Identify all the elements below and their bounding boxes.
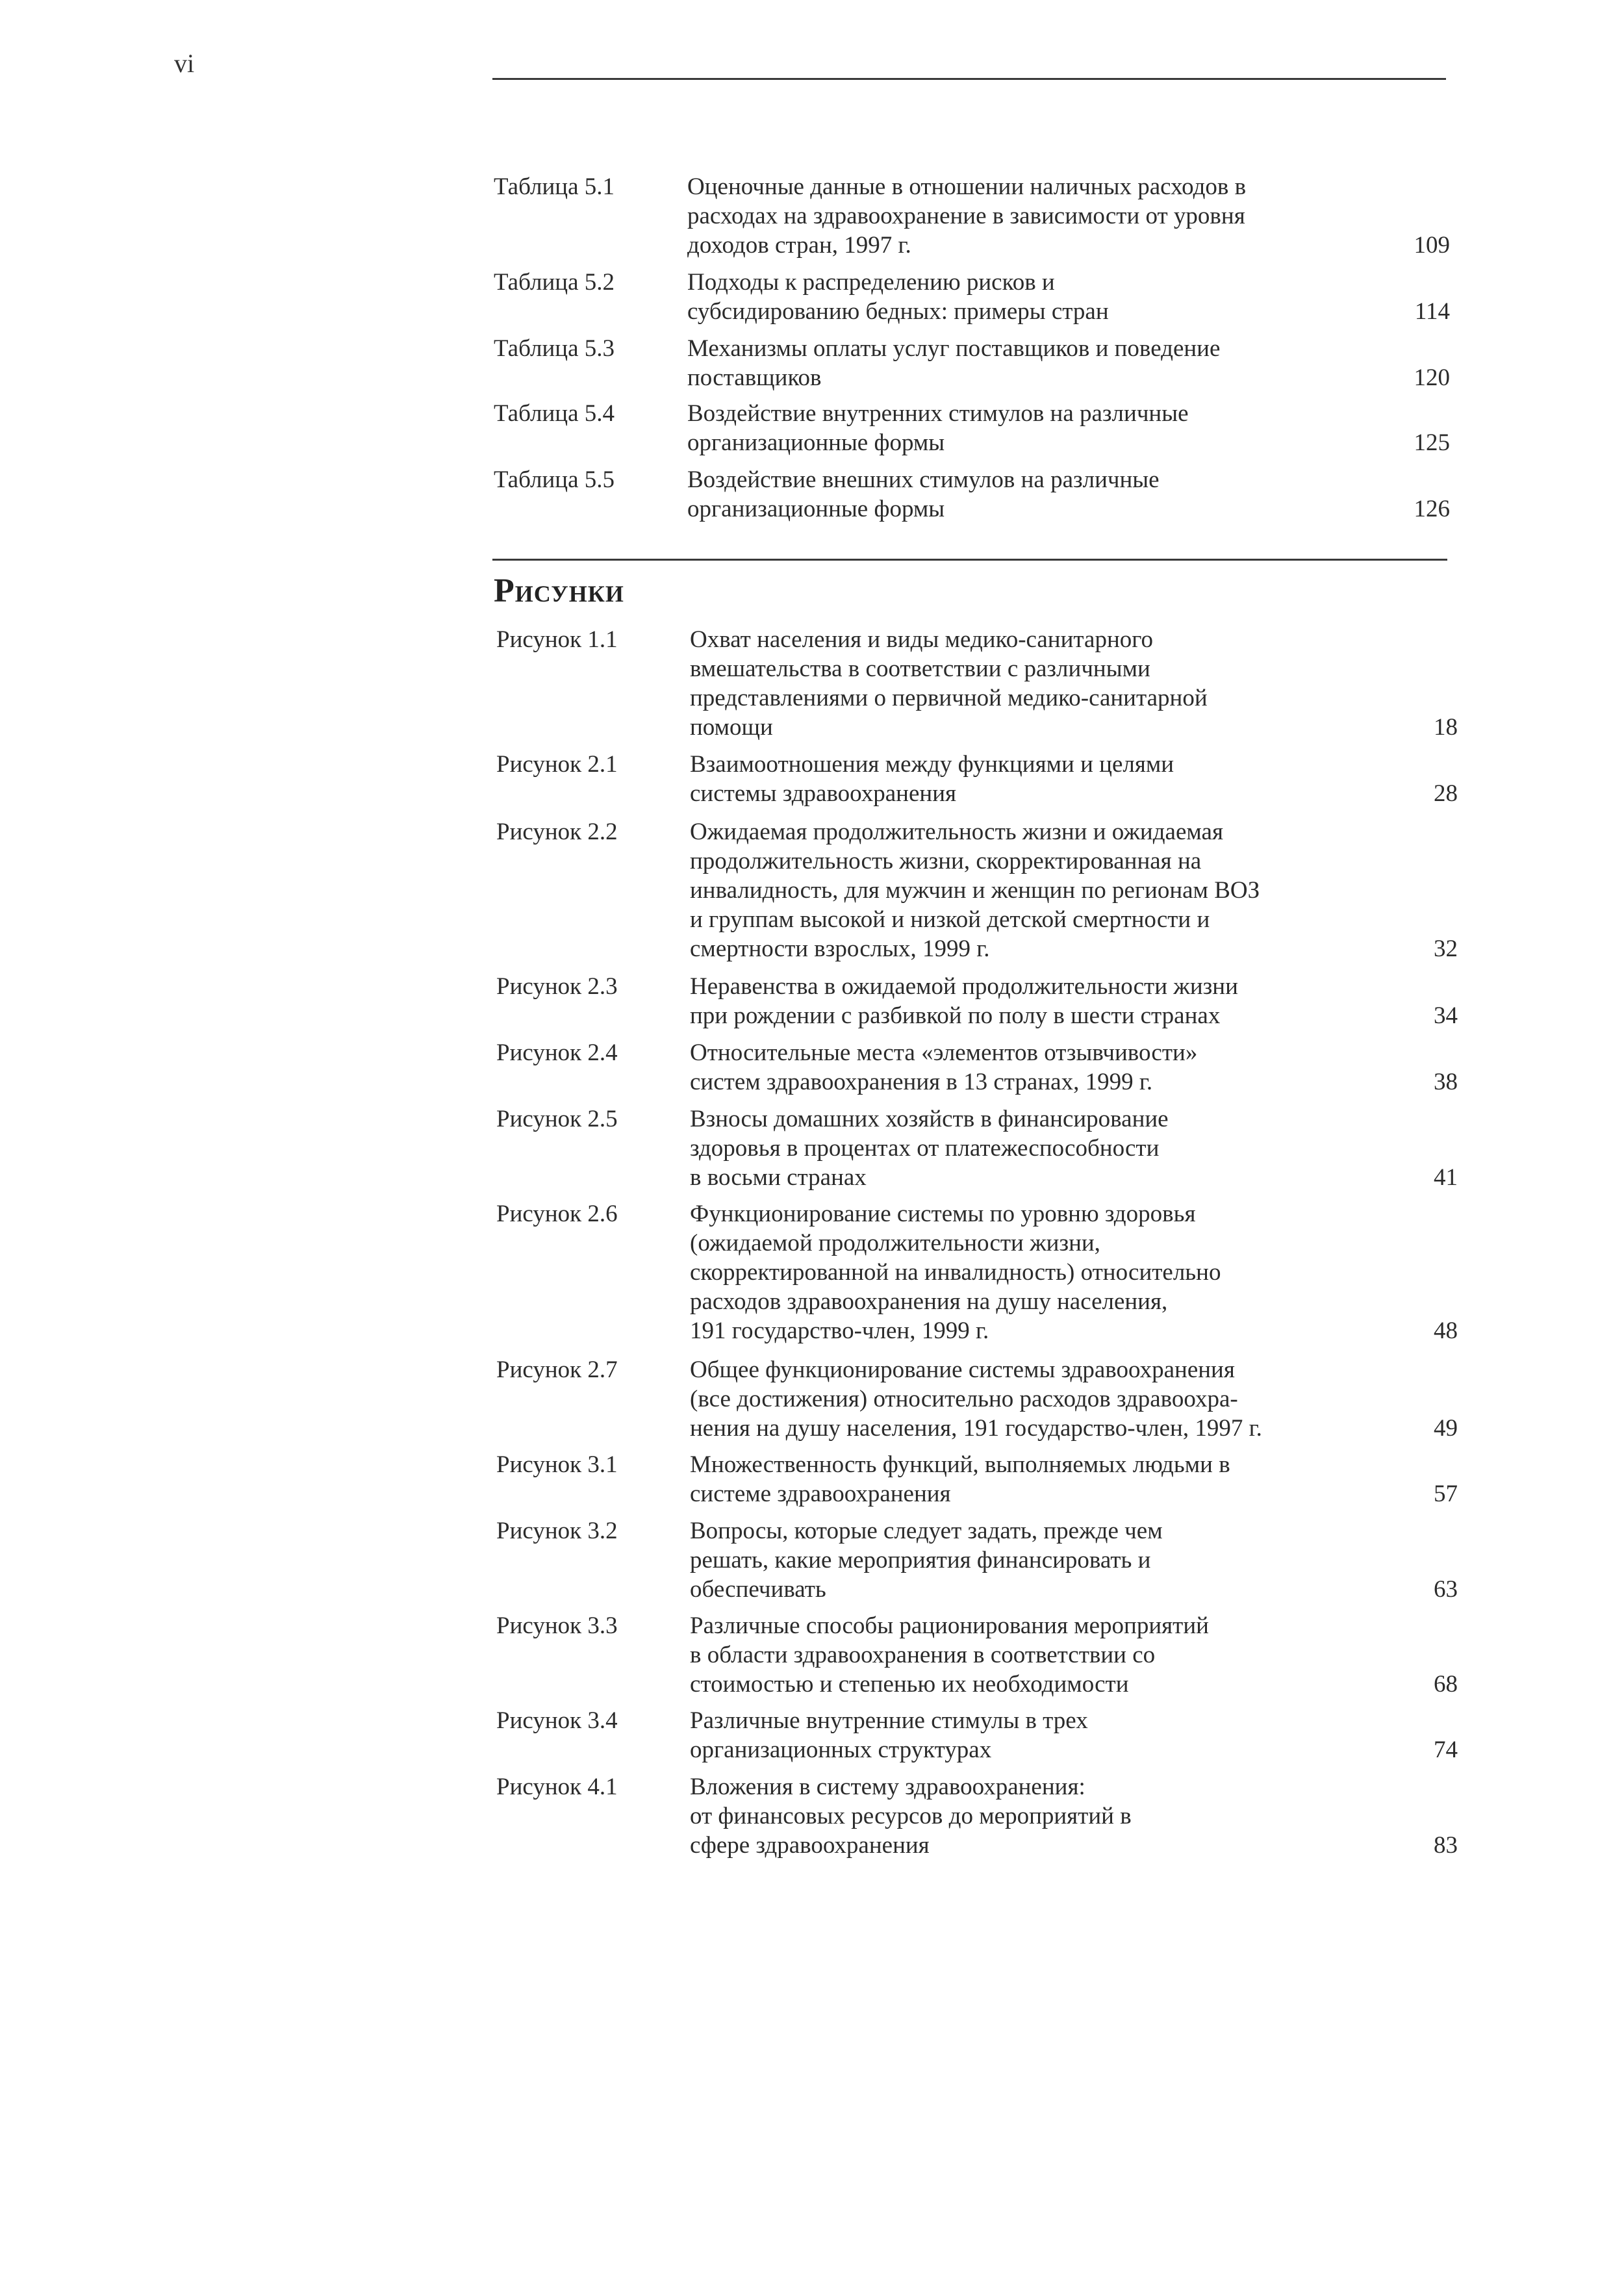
figure-entry bbox=[496, 1772, 1458, 1860]
figure-entry bbox=[496, 1104, 1458, 1192]
figure-title bbox=[690, 1706, 1339, 1764]
table-title bbox=[687, 172, 1337, 260]
table-title-line: Оценочные данные в отношении наличных расходов в bbox=[687, 173, 1247, 200]
table-page-number: 109 bbox=[1414, 232, 1450, 259]
figure-title-line: системы здравоохранения bbox=[690, 780, 957, 807]
figure-entry bbox=[496, 1706, 1458, 1764]
figure-title-line: Различные внутренние стимулы в трех bbox=[690, 1707, 1088, 1734]
figure-title-line: Вопросы, которые следует задать, прежде чем bbox=[690, 1518, 1163, 1544]
figure-page-number: 28 bbox=[1434, 780, 1458, 807]
figure-title-line: 191 государство-член, 1999 г. bbox=[690, 1318, 989, 1344]
figure-label: Рисунок 2.4 bbox=[496, 1039, 618, 1066]
figure-title-line: Относительные места «элементов отзывчивости» bbox=[690, 1039, 1198, 1066]
figure-title-line: Взносы домашних хозяйств в финансирование bbox=[690, 1106, 1169, 1132]
figure-title-line: (все достижения) относительно расходов здравоохра- bbox=[690, 1386, 1238, 1412]
table-page-number: 126 bbox=[1414, 496, 1450, 522]
figure-title-line: нения на душу населения, 191 государство-член, 1997 г. bbox=[690, 1415, 1262, 1442]
table-title bbox=[687, 334, 1337, 392]
figure-title-line: помощи bbox=[690, 714, 773, 741]
figures-heading: Рисунки bbox=[494, 572, 624, 609]
figure-title-line: (ожидаемой продолжительности жизни, bbox=[690, 1230, 1100, 1256]
figure-title-line: от финансовых ресурсов до мероприятий в bbox=[690, 1803, 1132, 1829]
figure-title bbox=[690, 1611, 1339, 1699]
table-title bbox=[687, 268, 1337, 326]
figure-label: Рисунок 2.7 bbox=[496, 1356, 618, 1383]
table-title-line: расходах на здравоохранение в зависимости от уровня bbox=[687, 203, 1245, 229]
figure-title bbox=[690, 972, 1339, 1030]
figure-title-line: продолжительность жизни, скорректированная на bbox=[690, 848, 1202, 874]
figure-title-line: стоимостью и степенью их необходимости bbox=[690, 1671, 1129, 1698]
figure-title-line: Ожидаемая продолжительность жизни и ожидаемая bbox=[690, 819, 1223, 845]
figure-page-number: 49 bbox=[1434, 1415, 1458, 1442]
figure-title-line: Общее функционирование системы здравоохранения bbox=[690, 1356, 1235, 1383]
figure-label: Рисунок 3.2 bbox=[496, 1518, 618, 1544]
figure-page-number: 38 bbox=[1434, 1069, 1458, 1095]
table-entry bbox=[494, 399, 1450, 457]
section-divider bbox=[492, 559, 1447, 561]
figure-title-line: решать, какие мероприятия финансировать и bbox=[690, 1547, 1151, 1573]
table-entry bbox=[494, 268, 1450, 326]
figure-title bbox=[690, 817, 1339, 963]
figure-title-line: представлениями о первичной медико-санитарной bbox=[690, 685, 1208, 711]
figure-label: Рисунок 1.1 bbox=[496, 626, 618, 653]
table-title-line: доходов стран, 1997 г. bbox=[687, 232, 911, 259]
table-title-line: организационные формы bbox=[687, 429, 945, 456]
figure-title-line: организационных структурах bbox=[690, 1737, 992, 1763]
figure-entry bbox=[496, 625, 1458, 742]
figure-title bbox=[690, 1038, 1339, 1097]
figure-entry bbox=[496, 1611, 1458, 1699]
figure-page-number: 48 bbox=[1434, 1318, 1458, 1344]
figure-title bbox=[690, 1772, 1339, 1860]
figure-title bbox=[690, 625, 1339, 742]
figure-title-line: при рождении с разбивкой по полу в шести странах bbox=[690, 1002, 1221, 1029]
figure-label: Рисунок 3.3 bbox=[496, 1612, 618, 1639]
figure-entry bbox=[496, 750, 1458, 808]
figure-title-line: скорректированной на инвалидность) относительно bbox=[690, 1259, 1221, 1286]
figure-title-line: обеспечивать bbox=[690, 1576, 826, 1603]
figure-title-line: сфере здравоохранения bbox=[690, 1832, 930, 1859]
figure-title-line: инвалидность, для мужчин и женщин по регионам ВОЗ bbox=[690, 877, 1260, 904]
figure-entry bbox=[496, 1199, 1458, 1345]
figure-label: Рисунок 3.1 bbox=[496, 1451, 618, 1478]
header-rule bbox=[492, 78, 1446, 80]
figure-page-number: 74 bbox=[1434, 1737, 1458, 1763]
figure-label: Рисунок 2.2 bbox=[496, 819, 618, 845]
table-title bbox=[687, 465, 1337, 524]
figure-entry bbox=[496, 1355, 1458, 1443]
table-title-line: Воздействие внешних стимулов на различные bbox=[687, 466, 1160, 493]
figure-entry bbox=[496, 972, 1458, 1030]
table-entry bbox=[494, 334, 1450, 392]
table-entry bbox=[494, 172, 1450, 260]
table-label: Таблица 5.2 bbox=[494, 269, 615, 296]
table-title-line: организационные формы bbox=[687, 496, 945, 522]
figure-title-line: системе здравоохранения bbox=[690, 1481, 951, 1507]
table-title bbox=[687, 399, 1337, 457]
figure-title-line: Неравенства в ожидаемой продолжительности жизни bbox=[690, 973, 1238, 1000]
figure-label: Рисунок 2.6 bbox=[496, 1201, 618, 1227]
figure-title bbox=[690, 750, 1339, 808]
figure-title-line: в восьми странах bbox=[690, 1164, 867, 1191]
figure-title-line: Вложения в систему здравоохранения: bbox=[690, 1774, 1085, 1800]
table-label: Таблица 5.5 bbox=[494, 466, 615, 493]
figure-title-line: вмешательства в соответствии с различными bbox=[690, 656, 1150, 682]
figure-label: Рисунок 3.4 bbox=[496, 1707, 618, 1734]
figure-page-number: 83 bbox=[1434, 1832, 1458, 1859]
figure-title-line: здоровья в процентах от платежеспособности bbox=[690, 1135, 1160, 1162]
figure-entry bbox=[496, 1516, 1458, 1604]
figure-title-line: Различные способы рационирования мероприятий bbox=[690, 1612, 1209, 1639]
figure-page-number: 41 bbox=[1434, 1164, 1458, 1191]
table-page-number: 125 bbox=[1414, 429, 1450, 456]
figure-title bbox=[690, 1450, 1339, 1509]
figure-label: Рисунок 4.1 bbox=[496, 1774, 618, 1800]
figure-label: Рисунок 2.5 bbox=[496, 1106, 618, 1132]
table-label: Таблица 5.3 bbox=[494, 335, 615, 362]
figure-page-number: 57 bbox=[1434, 1481, 1458, 1507]
figure-title bbox=[690, 1104, 1339, 1192]
figure-label: Рисунок 2.3 bbox=[496, 973, 618, 1000]
figure-title bbox=[690, 1355, 1339, 1443]
figure-title-line: в области здравоохранения в соответствии со bbox=[690, 1642, 1156, 1668]
page-number: vi bbox=[174, 49, 195, 78]
table-title-line: поставщиков bbox=[687, 364, 822, 391]
table-title-line: Воздействие внутренних стимулов на различные bbox=[687, 400, 1189, 427]
figure-page-number: 34 bbox=[1434, 1002, 1458, 1029]
table-label: Таблица 5.1 bbox=[494, 173, 615, 200]
figure-entry bbox=[496, 1450, 1458, 1509]
figure-label: Рисунок 2.1 bbox=[496, 751, 618, 778]
figure-title-line: и группам высокой и низкой детской смертности и bbox=[690, 906, 1210, 933]
figure-title-line: расходов здравоохранения на душу населения, bbox=[690, 1288, 1168, 1315]
figure-page-number: 18 bbox=[1434, 714, 1458, 741]
table-page-number: 114 bbox=[1414, 298, 1450, 325]
figure-title-line: Множественность функций, выполняемых людьми в bbox=[690, 1451, 1230, 1478]
figure-title bbox=[690, 1199, 1339, 1345]
figure-title-line: Взаимоотношения между функциями и целями bbox=[690, 751, 1174, 778]
table-entry bbox=[494, 465, 1450, 524]
figure-title-line: Функционирование системы по уровню здоровья bbox=[690, 1201, 1196, 1227]
table-page-number: 120 bbox=[1414, 364, 1450, 391]
figure-title bbox=[690, 1516, 1339, 1604]
figure-page-number: 32 bbox=[1434, 936, 1458, 962]
table-label: Таблица 5.4 bbox=[494, 400, 615, 427]
figure-entry bbox=[496, 817, 1458, 963]
figure-page-number: 68 bbox=[1434, 1671, 1458, 1698]
table-title-line: Подходы к распределению рисков и bbox=[687, 269, 1055, 296]
figure-title-line: систем здравоохранения в 13 странах, 1999 г. bbox=[690, 1069, 1153, 1095]
table-title-line: Механизмы оплаты услуг поставщиков и поведение bbox=[687, 335, 1221, 362]
figure-entry bbox=[496, 1038, 1458, 1097]
figure-page-number: 63 bbox=[1434, 1576, 1458, 1603]
figure-title-line: Охват населения и виды медико-санитарного bbox=[690, 626, 1154, 653]
figure-title-line: смертности взрослых, 1999 г. bbox=[690, 936, 990, 962]
table-title-line: субсидированию бедных: примеры стран bbox=[687, 298, 1109, 325]
